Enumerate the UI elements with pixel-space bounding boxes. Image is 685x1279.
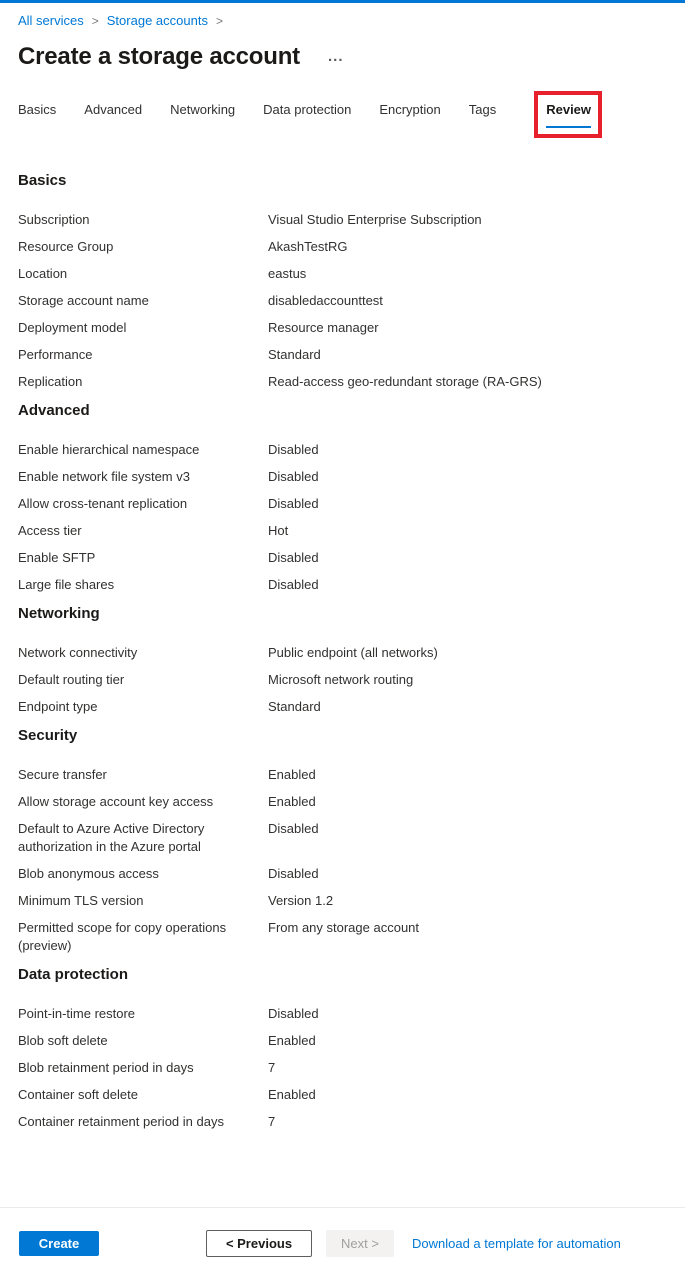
row-label: Resource Group	[18, 239, 114, 254]
review-row-blob-retainment-period-in-days	[18, 1059, 667, 1077]
breadcrumb-link-storage-accounts[interactable]: Storage accounts	[106, 13, 208, 28]
row-label: Blob soft delete	[18, 1033, 108, 1048]
review-row-storage-account-name	[18, 292, 667, 310]
row-value: Enabled	[268, 794, 316, 809]
row-value: Public endpoint (all networks)	[268, 645, 438, 660]
review-row-enable-sftp	[18, 549, 667, 567]
section-basics	[18, 171, 667, 391]
row-label: Allow storage account key access	[18, 794, 214, 809]
review-row-access-tier	[18, 522, 667, 540]
row-value: eastus	[268, 266, 307, 281]
review-row-container-retainment-period-in-days	[18, 1113, 667, 1131]
row-value: Hot	[268, 523, 289, 538]
review-row-large-file-shares	[18, 576, 667, 594]
row-label: Enable hierarchical namespace	[18, 442, 200, 457]
page-title: Create a storage account	[18, 43, 300, 70]
review-row-subscription	[18, 211, 667, 229]
section-heading-security: Security	[18, 727, 78, 744]
section-heading-basics: Basics	[18, 172, 67, 189]
row-label: Minimum TLS version	[18, 893, 144, 908]
tab-tags[interactable]: Tags	[468, 102, 497, 117]
row-value: Enabled	[268, 767, 316, 782]
row-label: Point-in-time restore	[18, 1006, 136, 1021]
row-value: Disabled	[268, 550, 319, 565]
row-value: Standard	[268, 347, 321, 362]
row-value: Disabled	[268, 469, 319, 484]
row-label: Container soft delete	[18, 1087, 138, 1102]
row-value: Microsoft network routing	[268, 672, 414, 687]
tab-basics[interactable]: Basics	[18, 102, 57, 117]
row-label: Enable SFTP	[18, 550, 96, 565]
row-label: Deployment model	[18, 320, 127, 335]
section-security	[18, 726, 667, 955]
more-options-icon[interactable]: ...	[327, 48, 344, 65]
row-value: Enabled	[268, 1087, 316, 1102]
tab-advanced[interactable]: Advanced	[84, 102, 143, 117]
review-row-network-connectivity	[18, 644, 667, 662]
section-heading-advanced: Advanced	[18, 402, 90, 419]
tab-encryption[interactable]: Encryption	[379, 102, 441, 117]
row-label: Blob retainment period in days	[18, 1060, 194, 1075]
row-value: 7	[268, 1060, 276, 1075]
row-value: Disabled	[268, 821, 319, 836]
section-data-protection	[18, 965, 667, 1131]
row-label: Enable network file system v3	[18, 469, 190, 484]
create-button[interactable]: Create	[19, 1231, 99, 1256]
previous-button[interactable]: < Previous	[206, 1230, 312, 1257]
row-value: From any storage account	[268, 920, 420, 935]
breadcrumb	[18, 3, 667, 30]
row-label: Access tier	[18, 523, 82, 538]
breadcrumb-chevron-icon: >	[91, 14, 99, 28]
row-label: Container retainment period in days	[18, 1114, 224, 1129]
review-row-enable-network-file-system-v3	[18, 468, 667, 486]
review-row-minimum-tls-version	[18, 892, 667, 910]
row-value: Visual Studio Enterprise Subscription	[268, 212, 482, 227]
review-row-performance	[18, 346, 667, 364]
row-label: Large file shares	[18, 577, 115, 592]
section-heading-networking: Networking	[18, 605, 100, 622]
tab-review[interactable]: Review	[546, 101, 591, 128]
review-row-default-to-azure-active-directory-authorization-in-the-azure-portal	[18, 820, 667, 856]
row-label: Storage account name	[18, 293, 149, 308]
row-label: Default routing tier	[18, 672, 125, 687]
review-row-enable-hierarchical-namespace	[18, 441, 667, 459]
row-label: Permitted scope for copy operations (preview)	[18, 920, 227, 953]
row-value: Read-access geo-redundant storage (RA-GRS)	[268, 374, 542, 389]
review-row-blob-soft-delete	[18, 1032, 667, 1050]
footer-bar	[0, 1207, 685, 1279]
tab-networking[interactable]: Networking	[170, 102, 236, 117]
tab-data-protection[interactable]: Data protection	[263, 102, 352, 117]
row-value: Standard	[268, 699, 321, 714]
row-label: Subscription	[18, 212, 90, 227]
row-value: Disabled	[268, 1006, 319, 1021]
review-row-permitted-scope-for-copy-operations-preview	[18, 919, 667, 955]
row-value: Disabled	[268, 866, 319, 881]
section-heading-data-protection: Data protection	[18, 966, 129, 983]
next-button[interactable]: Next >	[326, 1230, 394, 1257]
tab-bar	[18, 101, 667, 128]
download-template-link[interactable]: Download a template for automation	[412, 1236, 621, 1251]
annotation-red-box	[534, 91, 602, 138]
row-label: Blob anonymous access	[18, 866, 159, 881]
review-row-allow-cross-tenant-replication	[18, 495, 667, 513]
review-row-secure-transfer	[18, 766, 667, 784]
page-header	[0, 3, 685, 128]
review-row-blob-anonymous-access	[18, 865, 667, 883]
row-value: Resource manager	[268, 320, 379, 335]
row-label: Location	[18, 266, 68, 281]
row-label: Performance	[18, 347, 93, 362]
title-row	[18, 43, 667, 71]
review-content	[0, 171, 685, 1131]
row-value: Disabled	[268, 442, 319, 457]
review-row-deployment-model	[18, 319, 667, 337]
row-label: Allow cross-tenant replication	[18, 496, 188, 511]
review-row-point-in-time-restore	[18, 1005, 667, 1023]
row-value: Disabled	[268, 496, 319, 511]
row-label: Network connectivity	[18, 645, 138, 660]
row-value: Disabled	[268, 577, 319, 592]
row-value: AkashTestRG	[268, 239, 348, 254]
review-row-replication	[18, 373, 667, 391]
section-advanced	[18, 401, 667, 594]
row-value: Enabled	[268, 1033, 316, 1048]
row-label: Default to Azure Active Directory authorization in the Azure portal	[18, 821, 205, 854]
review-row-allow-storage-account-key-access	[18, 793, 667, 811]
row-label: Replication	[18, 374, 83, 389]
breadcrumb-chevron-icon: >	[215, 14, 223, 28]
row-value: Version 1.2	[268, 893, 334, 908]
review-row-container-soft-delete	[18, 1086, 667, 1104]
review-row-resource-group	[18, 238, 667, 256]
row-value: disabledaccounttest	[268, 293, 383, 308]
row-value: 7	[268, 1114, 276, 1129]
breadcrumb-link-all-services[interactable]: All services	[18, 13, 84, 28]
review-row-location	[18, 265, 667, 283]
row-label: Secure transfer	[18, 767, 107, 782]
review-row-endpoint-type	[18, 698, 667, 716]
review-row-default-routing-tier	[18, 671, 667, 689]
row-label: Endpoint type	[18, 699, 98, 714]
section-networking	[18, 604, 667, 716]
